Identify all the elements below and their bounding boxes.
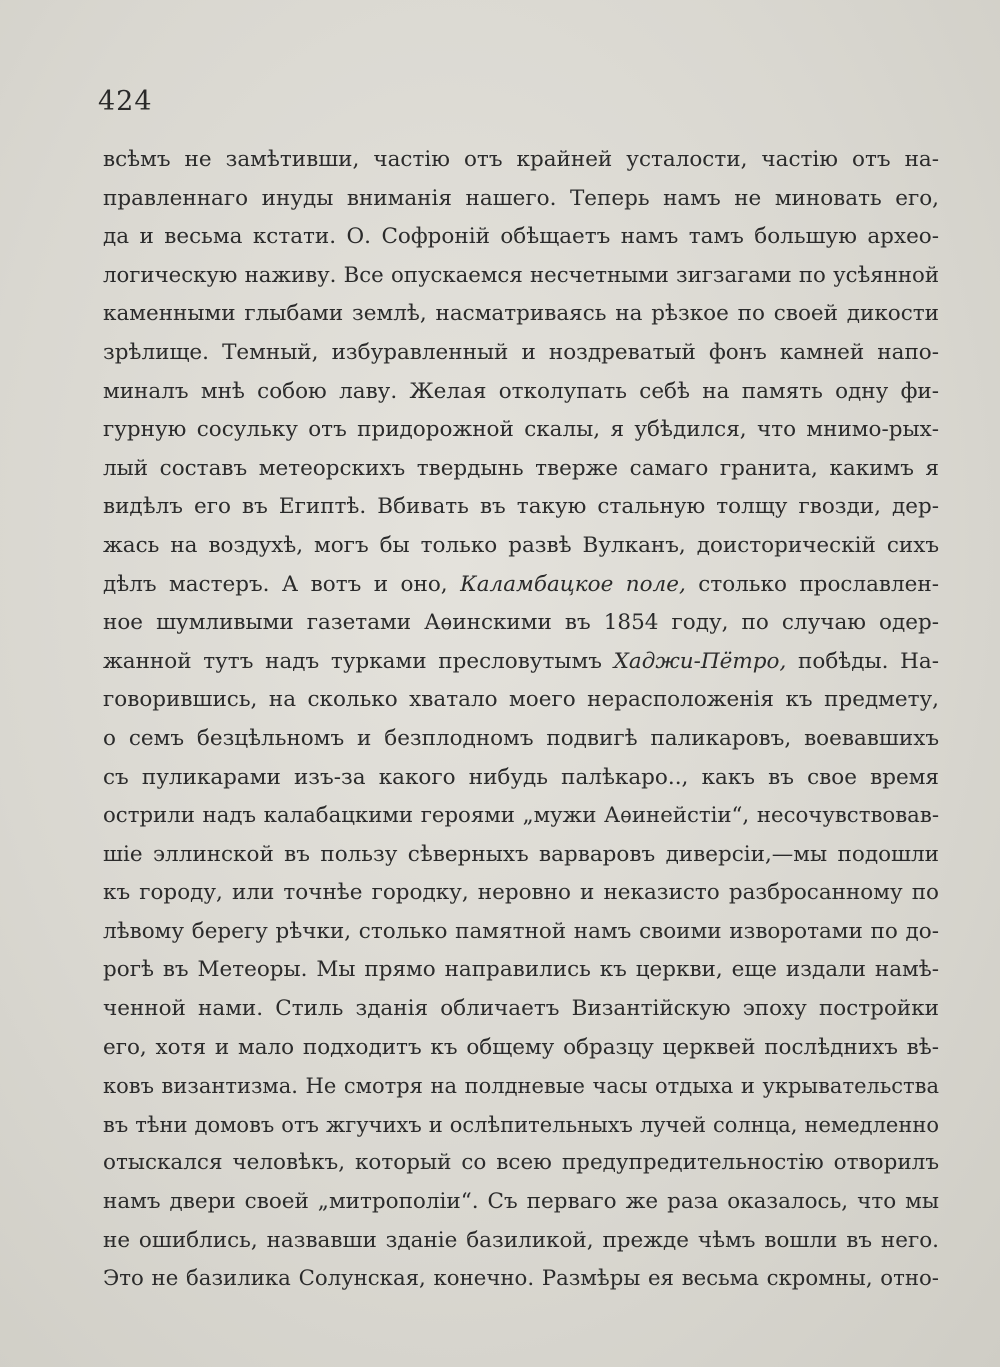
text-line: къ городу, или точнѣе городку, неровно и неказисто разбросанному по [103,880,939,906]
text-run: дѣлъ мастеръ. А вотъ и оно, [103,571,461,597]
text-line: ченной нами. Стиль зданія обличаетъ Византійскую эпоху постройки [103,996,939,1022]
text-line: правленнаго инуды вниманія нашего. Теперь намъ не миновать его, [103,185,939,211]
text-line [103,566,939,605]
text-run: жанной тутъ надъ турками пресловутымъ [103,648,614,674]
text-line: гурную сосульку отъ придорожной скалы, я убѣдился, что мнимо-рых- [103,417,939,443]
text-line: острили надъ калабацкими героями „мужи Аѳинейстіи“, несочувствовав- [103,803,939,829]
text-line: каменными глыбами землѣ, насматриваясь на рѣзкое по своей дикости [103,301,939,327]
text-line: Это не базилика Солунская, конечно. Размѣры ея весьма скромны, отно- [103,1266,939,1292]
text-line: рогѣ въ Метеоры. Мы прямо направились къ церкви, еще издали намѣ- [103,957,939,983]
text-line: да и весьма кстати. О. Софроній обѣщаетъ намъ тамъ большую архео- [103,224,939,250]
italic-text-run: Каламбацкое поле, [460,571,686,597]
text-line: его, хотя и мало подходитъ къ общему образцу церквей послѣднихъ вѣ- [103,1034,939,1060]
page-number: 424 [98,86,153,117]
text-line: лый составъ метеорскихъ твердынь тверже самаго гранита, какимъ я [103,455,939,481]
text-line: видѣлъ его въ Египтѣ. Вбивать въ такую стальную толщу гвозди, дер- [103,494,939,520]
text-line: жась на воздухѣ, могъ бы только развѣ Вулканъ, доисторическій сихъ [103,532,939,558]
text-line: всѣмъ не замѣтивши, частію отъ крайней усталости, частію отъ на- [103,147,939,172]
text-line: зрѣлище. Темный, избуравленный и ноздреватый фонъ камней напо- [103,339,939,365]
text-line: логическую наживу. Все опускаемся несчетными зигзагами по усѣянной [103,262,939,288]
text-line: ное шумливыми газетами Аѳинскими въ 1854 году, по случаю одер- [103,610,939,636]
text-line: съ пуликарами изъ-за какого нибудь палѣкаро.., какъ въ свое время [103,764,939,790]
text-run: столько прославлен- [685,571,939,597]
text-line: шіе эллинской въ пользу сѣверныхъ варваровъ диверсіи,—мы подошли [103,841,939,867]
text-line: говорившись, на сколько хватало моего нерасположенія къ предмету, [103,687,939,713]
text-line: намъ двери своей „митрополіи“. Съ перваго же раза оказалось, что мы [103,1189,939,1215]
text-line: лѣвому берегу рѣчки, столько памятной намъ своими изворотами по до- [103,918,939,944]
text-run: побѣды. На- [786,648,939,674]
text-line: миналъ мнѣ собою лаву. Желая отколупать себѣ на память одну фи- [103,378,939,404]
text-line: о семъ безцѣльномъ и безплодномъ подвигѣ паликаровъ, воевавшихъ [103,725,939,751]
italic-text-run: Хаджи-Пётро, [613,648,787,674]
text-line [103,643,939,682]
text-line: ковъ византизма. Не смотря на полдневые часы отдыха и укрывательства [103,1074,939,1099]
body-text [103,141,939,1299]
text-line: не ошиблись, назвавши зданіе базиликой, прежде чѣмъ вошли въ него. [103,1227,939,1253]
text-line: въ тѣни домовъ отъ жгучихъ и ослѣпительныхъ лучей солнца, немедленно [103,1112,939,1137]
text-line: отыскался человѣкъ, который со всею предупредительностію отворилъ [103,1150,939,1176]
